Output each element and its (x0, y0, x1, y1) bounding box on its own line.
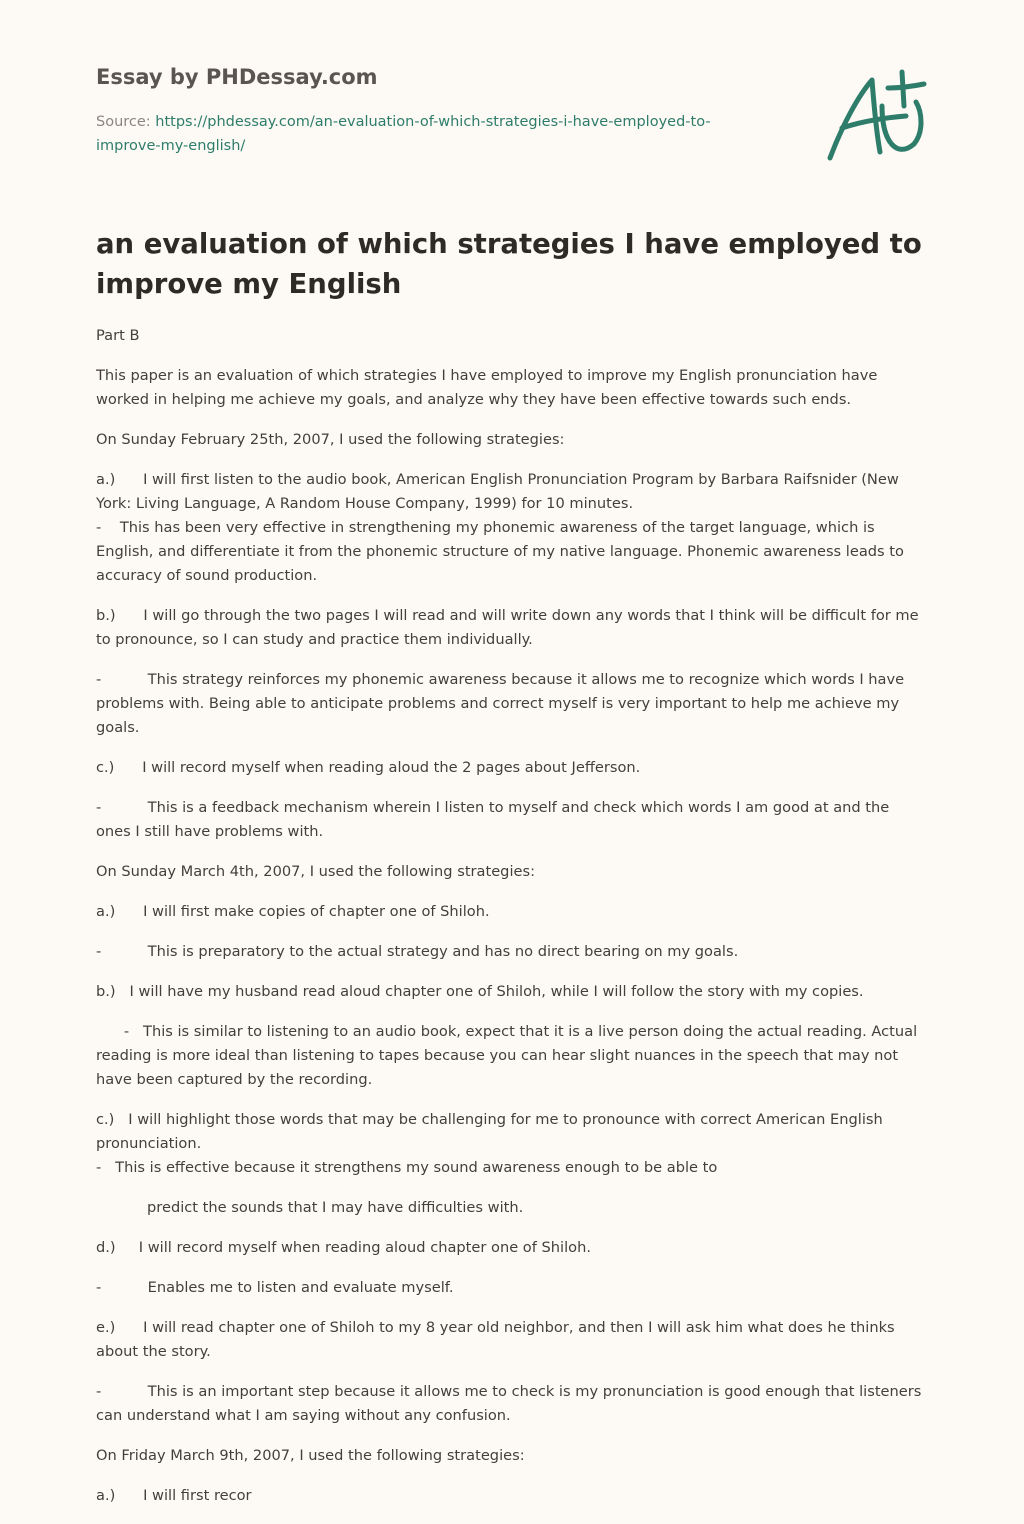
source-link[interactable]: https://phdessay.com/an-evaluation-of-which-strategies-i-have-employed-to-improve-my-english/ (96, 114, 711, 154)
essay-paragraph: - This is similar to listening to an audio book, expect that it is a live person doing the actual reading. Actual reading is more ideal than listening to tapes because you can hear slight nuances in the speech that may not have been captured by the recording. (96, 1023, 922, 1088)
page-title: an evaluation of which strategies I have employed to improve my English (96, 228, 922, 300)
essay-paragraph: - This is preparatory to the actual strategy and has no direct bearing on my goals. (96, 943, 739, 960)
essay-paragraph: b.) I will have my husband read aloud chapter one of Shiloh, while I will follow the story with my copies. (96, 983, 864, 1000)
a-plus-logo-icon (820, 66, 930, 166)
essay-paragraph: e.) I will read chapter one of Shiloh to my 8 year old neighbor, and then I will ask him what does he thinks about the story. (96, 1319, 900, 1360)
essay-paragraph: On Friday March 9th, 2007, I used the following strategies: (96, 1447, 525, 1464)
essay-paragraph: Part B (96, 327, 140, 344)
essay-paragraph: predict the sounds that I may have difficulties with. (96, 1199, 524, 1216)
essay-paragraph: - This strategy reinforces my phonemic awareness because it allows me to recognize which words I have problems with. Being able to anticipate problems and correct myself is very important to help me achieve my goals. (96, 671, 909, 736)
essay-paragraph: c.) I will record myself when reading aloud the 2 pages about Jefferson. (96, 759, 641, 776)
essay-paragraph: On Sunday February 25th, 2007, I used the following strategies: (96, 431, 565, 448)
source-line (96, 110, 756, 158)
essay-paragraph: a.) I will first listen to the audio book, American English Pronunciation Program by Barbara Raifsnider (New York: Living Language, A Random House Company, 1999) for 10 minutes. - This has been very effective in strengthening my phonemic awareness of the target language, which is English, and differentiate it from the phonemic structure of my native language. Phonemic awareness leads to accuracy of sound production. (96, 471, 904, 584)
essay-paragraph: - This is an important step because it allows me to check is my pronunciation is good enough that listeners can understand what I am saying without any confusion. (96, 1383, 926, 1424)
source-label: Source: (96, 114, 156, 130)
essay-paragraph: On Sunday March 4th, 2007, I used the following strategies: (96, 863, 535, 880)
essay-paragraph: - Enables me to listen and evaluate myself. (96, 1279, 454, 1296)
essay-body (96, 324, 926, 1524)
essay-paragraph: a.) I will first make copies of chapter one of Shiloh. (96, 903, 490, 920)
essay-paragraph: - This is a feedback mechanism wherein I listen to myself and check which words I am good at and the ones I still have problems with. (96, 799, 894, 840)
essay-paragraph: d.) I will record myself when reading aloud chapter one of Shiloh. (96, 1239, 591, 1256)
brand-title: Essay by PHDessay.com (96, 65, 378, 89)
essay-paragraph: c.) I will highlight those words that may be challenging for me to pronounce with correct American English pronunciation. - This is effective because it strengthens my sound awareness enough to be able to (96, 1111, 883, 1176)
header (96, 62, 926, 158)
essay-paragraph: a.) I will first recor (96, 1487, 252, 1504)
essay-paragraph: b.) I will go through the two pages I will read and will write down any words that I think will be difficult for me to pronounce, so I can study and practice them individually. (96, 607, 924, 648)
essay-paragraph: This paper is an evaluation of which strategies I have employed to improve my English pronunciation have worked in helping me achieve my goals, and analyze why they have been effective towards such ends. (96, 367, 882, 408)
